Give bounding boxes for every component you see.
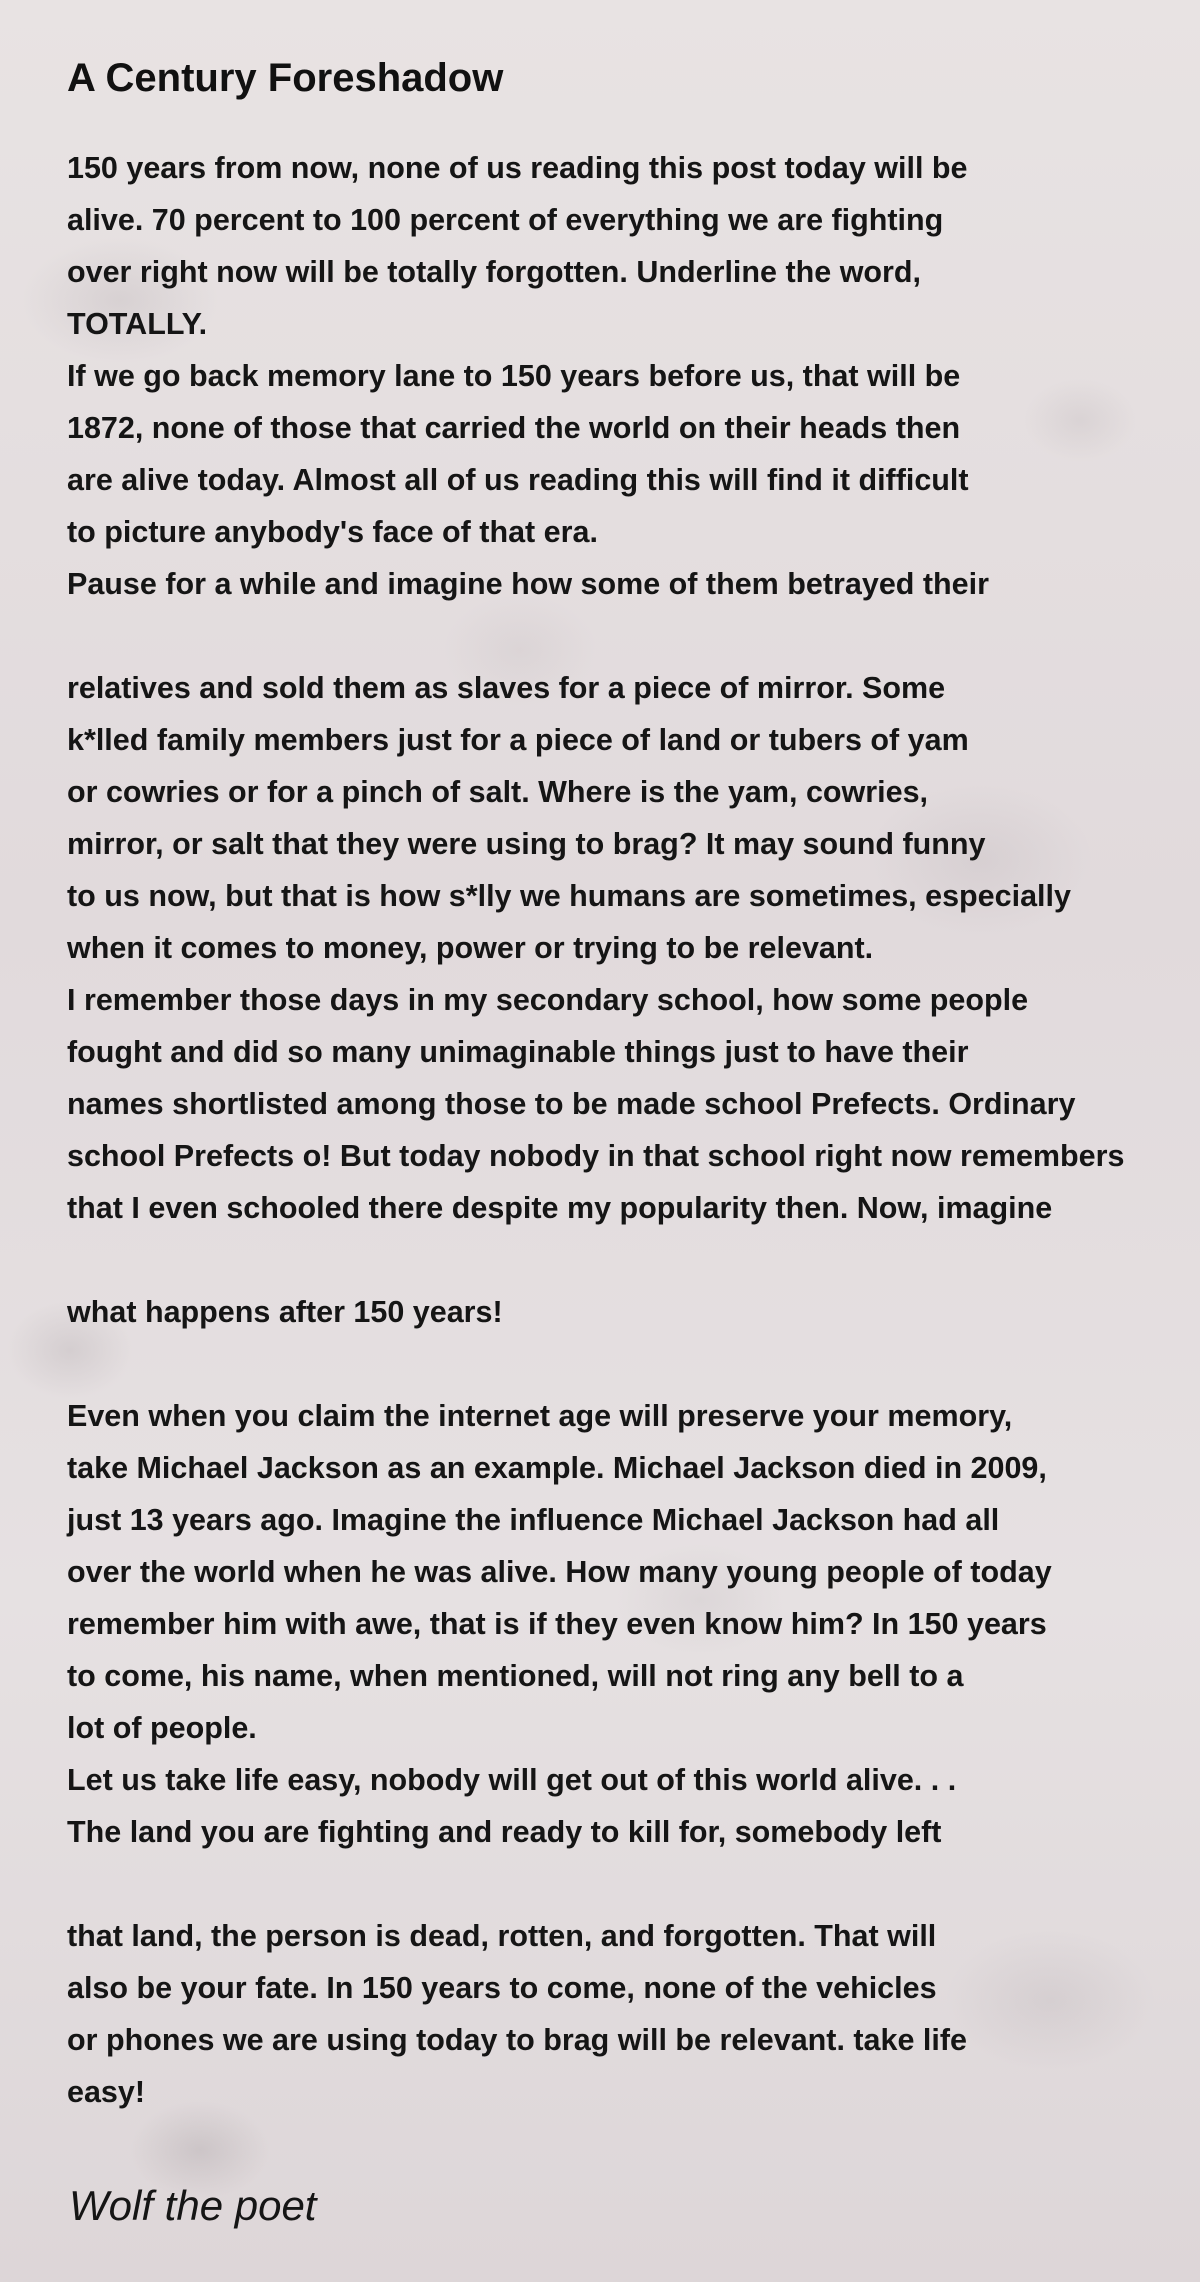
poem-line: or phones we are using today to brag will be relevant. take life [67,2023,967,2057]
poem-line: take Michael Jackson as an example. Michael Jackson died in 2009, [67,1451,1047,1485]
poem-line: names shortlisted among those to be made school Prefects. Ordinary [67,1087,1076,1121]
poem-line: also be your fate. In 150 years to come, none of the vehicles [67,1971,937,2005]
poem-line: to picture anybody's face of that era. [67,515,598,549]
poem-line: what happens after 150 years! [67,1295,503,1329]
poem-line: mirror, or salt that they were using to brag? It may sound funny [67,827,986,861]
poem-line: over right now will be totally forgotten. Underline the word, [67,255,922,289]
poem-line: Even when you claim the internet age will preserve your memory, [67,1399,1013,1433]
stanza-break [67,1858,1124,1910]
poem-line: just 13 years ago. Imagine the influence Michael Jackson had all [67,1503,1000,1537]
poem-line: that I even schooled there despite my popularity then. Now, imagine [67,1191,1053,1225]
poem-body [67,142,1124,2118]
poem-line: to come, his name, when mentioned, will not ring any bell to a [67,1659,964,1693]
poem-line: remember him with awe, that is if they even know him? In 150 years [67,1607,1047,1641]
poem-line: alive. 70 percent to 100 percent of everything we are fighting [67,203,944,237]
poem-line: relatives and sold them as slaves for a piece of mirror. Some [67,671,946,705]
poem-line: 1872, none of those that carried the world on their heads then [67,411,961,445]
poem-author: Wolf the poet [69,2182,317,2229]
poem-line: Let us take life easy, nobody will get out of this world alive. . . [67,1763,957,1797]
poem-line: are alive today. Almost all of us reading this will find it difficult [67,463,969,497]
poem-page [67,50,1187,2109]
poem-line: school Prefects o! But today nobody in that school right now remembers [67,1139,1125,1173]
poem-line: that land, the person is dead, rotten, and forgotten. That will [67,1919,937,1953]
poem-line: The land you are fighting and ready to kill for, somebody left [67,1815,942,1849]
poem-title: A Century Foreshadow [67,56,504,100]
poem-line: I remember those days in my secondary school, how some people [67,983,1029,1017]
poem-line: or cowries or for a pinch of salt. Where is the yam, cowries, [67,775,929,809]
poem-line: fought and did so many unimaginable things just to have their [67,1035,969,1069]
poem-line: lot of people. [67,1711,257,1745]
stanza-break [67,1338,1124,1390]
poem-line: k*lled family members just for a piece of land or tubers of yam [67,723,969,757]
poem-line: If we go back memory lane to 150 years before us, that will be [67,359,961,393]
poem-line: to us now, but that is how s*lly we humans are sometimes, especially [67,879,1071,913]
stanza-break [67,1234,1124,1286]
poem-line: TOTALLY. [67,307,208,341]
poem-line: 150 years from now, none of us reading this post today will be [67,151,968,185]
poem-line: Pause for a while and imagine how some of them betrayed their [67,567,989,601]
stanza-break [67,610,1124,662]
poem-line: when it comes to money, power or trying to be relevant. [67,931,874,965]
poem-line: over the world when he was alive. How many young people of today [67,1555,1052,1589]
poem-line: easy! [67,2075,146,2109]
